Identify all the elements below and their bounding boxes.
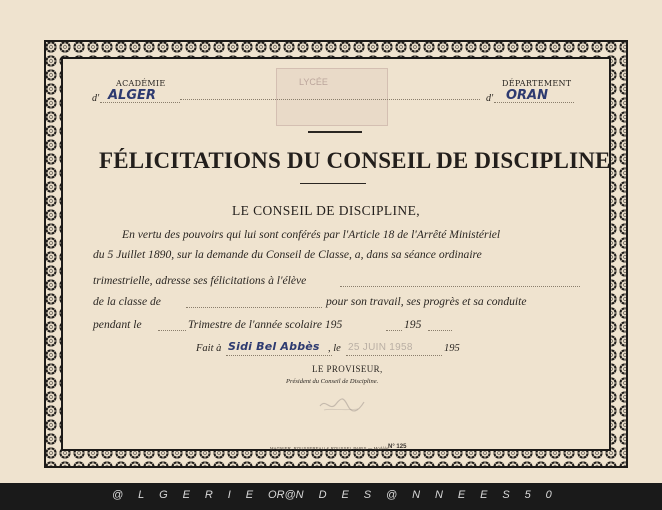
academie-label: ACADÉMIE <box>116 79 166 88</box>
fait-place-line <box>226 355 332 356</box>
watermark-char: G <box>159 489 168 501</box>
fait-date-line <box>346 355 442 356</box>
academie-prefix: d' <box>92 93 100 104</box>
trimestre-line[interactable] <box>158 330 186 331</box>
watermark-char: 0 <box>545 489 552 501</box>
classe-line[interactable] <box>186 307 322 308</box>
watermark-char: @ <box>385 489 398 501</box>
printer-model: N° 125 <box>388 444 407 450</box>
academie-line <box>100 102 180 103</box>
watermark-char: L <box>138 489 145 501</box>
watermark-char: @ <box>112 489 124 501</box>
fait-year: 195 <box>444 343 460 354</box>
departement-prefix: d' <box>486 93 494 104</box>
departement-line <box>494 102 574 103</box>
watermark-char: S <box>502 489 510 501</box>
year-start-line[interactable] <box>386 330 402 331</box>
certificate-title: FÉLICITATIONS DU CONSEIL DE DISCIPLINE <box>99 148 611 173</box>
fait-prefix: Fait à <box>196 343 222 354</box>
body-line-5c: 195 <box>404 318 422 331</box>
stamp-text: LYCÉE <box>299 77 328 87</box>
watermark-char: E <box>480 489 488 501</box>
signature-role: LE PROVISEUR, <box>312 364 383 374</box>
fait-date-stamp: 25 JUIN 1958 <box>348 342 413 353</box>
academie-value: ALGER <box>108 88 156 103</box>
body-line-5b: Trimestre de l'année scolaire 195 <box>188 318 343 331</box>
body-line-2: du 5 Juillet 1890, sur la demande du Conseil de Classe, a, dans sa séance ordinaire <box>93 248 482 261</box>
faint-stamp <box>276 68 388 126</box>
watermark-char: D <box>318 489 327 501</box>
watermark-char: OR@N <box>268 489 304 501</box>
printer-imprint: MAGNIER, ROUSSEREAU & ROUSSEL PARIS — Modèle <box>270 446 389 451</box>
eleve-name-line[interactable] <box>340 286 580 287</box>
watermark-char: E <box>457 489 466 501</box>
year-end-line[interactable] <box>428 330 452 331</box>
title-top-rule <box>308 131 362 133</box>
body-line-1: En vertu des pouvoirs qui lui sont conférés par l'Article 18 de l'Arrêté Ministériel <box>122 228 501 241</box>
header-center-line <box>180 99 480 100</box>
watermark-char: N <box>412 489 421 501</box>
signature-subrole: Président du Conseil de Discipline. <box>286 378 379 385</box>
watermark-char: N <box>434 489 443 501</box>
watermark-char: R <box>204 489 213 501</box>
watermark-char: E <box>182 489 190 501</box>
body-line-5a: pendant le <box>93 318 142 331</box>
signature-scribble <box>318 394 368 416</box>
council-subtitle: LE CONSEIL DE DISCIPLINE, <box>232 203 420 218</box>
watermark-bar <box>0 483 662 510</box>
watermark-char: 5 <box>524 489 531 501</box>
watermark-char: E <box>245 489 254 501</box>
departement-label: DÉPARTEMENT <box>502 79 572 88</box>
watermark-text <box>112 489 552 501</box>
body-line-4a: de la classe de <box>93 295 161 308</box>
title-bottom-rule <box>300 183 366 184</box>
watermark-char: S <box>363 489 372 501</box>
fait-le: , le <box>328 343 341 354</box>
fait-place: Sidi Bel Abbès <box>228 340 320 353</box>
body-line-4b: pour son travail, ses progrès et sa conduite <box>326 295 527 308</box>
departement-value: ORAN <box>506 88 549 103</box>
watermark-char: E <box>341 489 349 501</box>
watermark-char: I <box>227 489 231 501</box>
body-line-3: trimestrielle, adresse ses félicitations à l'élève <box>93 274 307 287</box>
